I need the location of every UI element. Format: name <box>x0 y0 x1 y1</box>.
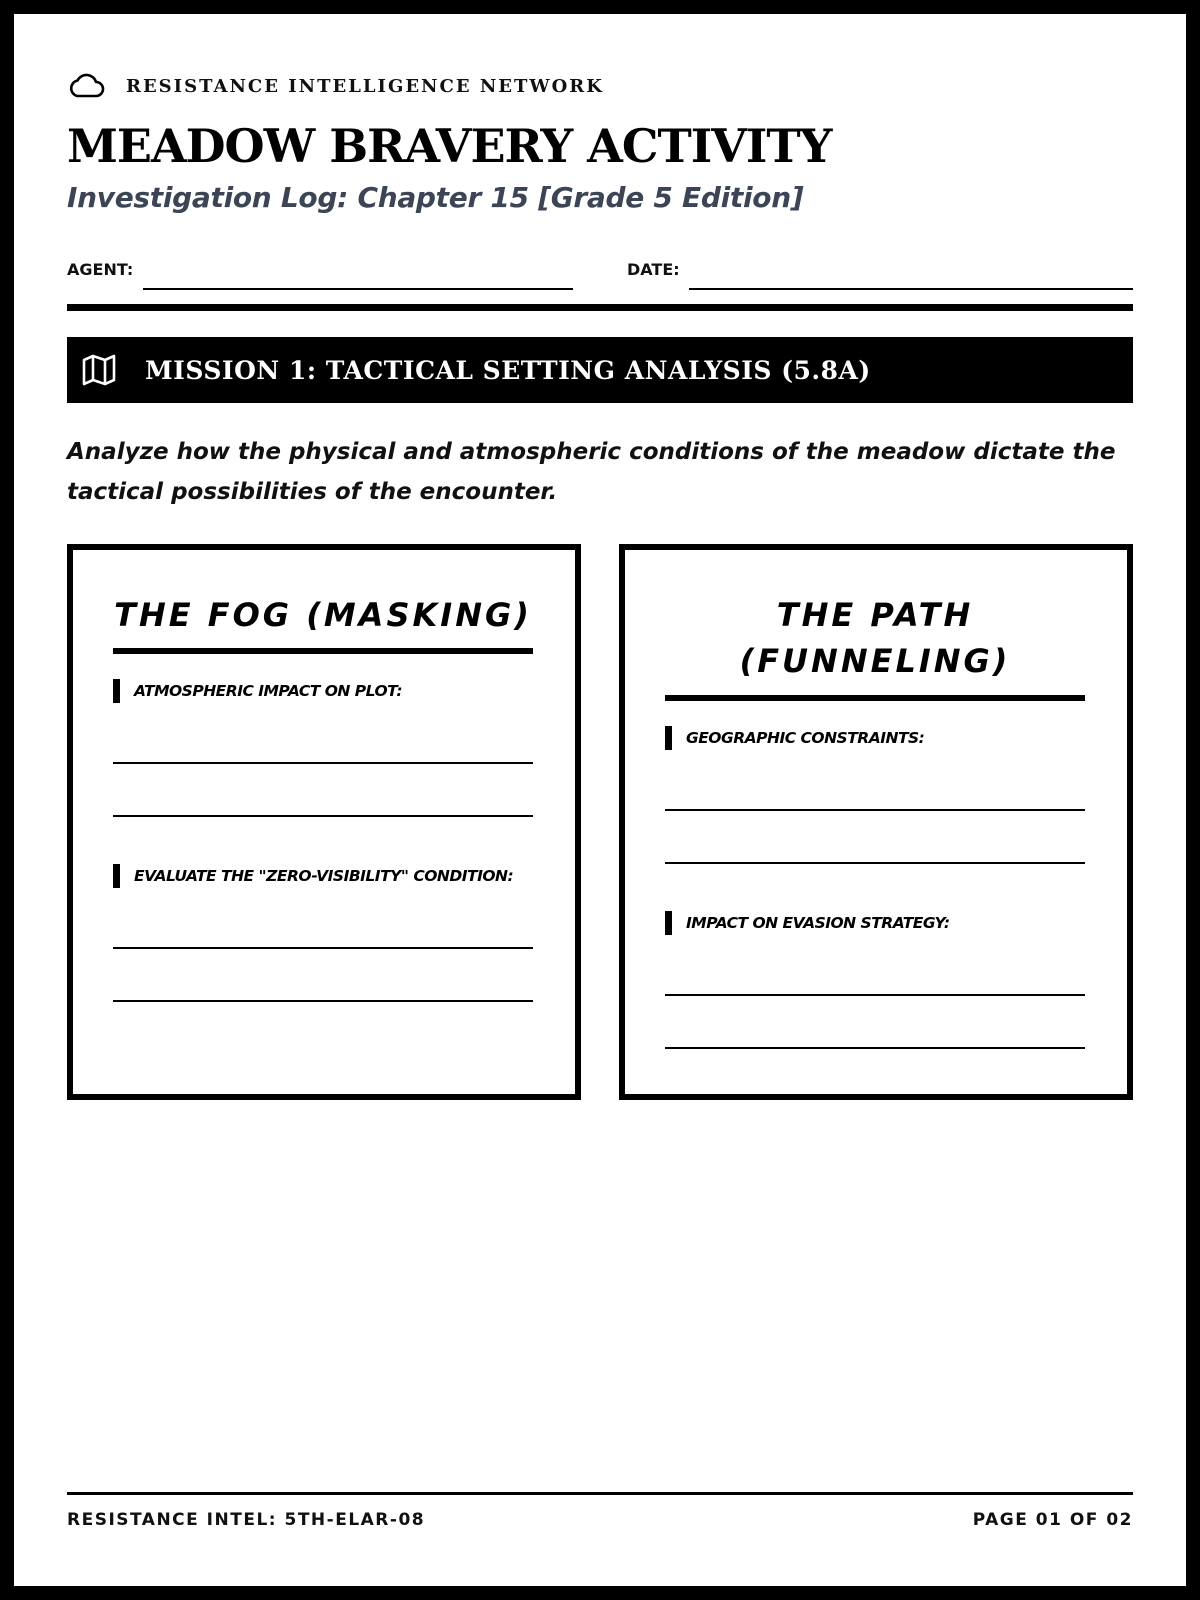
footer-divider <box>67 1492 1133 1495</box>
mission-title: MISSION 1: TACTICAL SETTING ANALYSIS (5.8A) <box>145 355 871 385</box>
prompt-marker <box>113 864 120 888</box>
answer-line[interactable] <box>113 815 533 817</box>
prompt-marker <box>113 679 120 703</box>
org-header <box>67 71 604 101</box>
prompt-marker <box>665 911 672 935</box>
map-icon <box>81 352 117 388</box>
cloud-icon <box>67 71 105 101</box>
card-title: THE PATH (FUNNELING) <box>739 596 1011 680</box>
card-path <box>619 544 1133 1100</box>
info-fields <box>67 250 1133 290</box>
prompt-label: ATMOSPHERIC IMPACT ON PLOT: <box>134 682 403 700</box>
prompt-label: EVALUATE THE "ZERO-VISIBILITY" CONDITION: <box>134 867 514 885</box>
prompt <box>665 725 1105 751</box>
card-title-rule <box>665 695 1085 701</box>
page-number: PAGE 01 OF 02 <box>972 1510 1133 1530</box>
prompt <box>665 910 1105 936</box>
header-divider <box>67 304 1133 311</box>
answer-line[interactable] <box>113 1000 533 1002</box>
card-fog <box>67 544 581 1100</box>
prompt-label: IMPACT ON EVASION STRATEGY: <box>686 914 950 932</box>
date-label: DATE: <box>627 260 680 279</box>
page-title: MEADOW BRAVERY ACTIVITY <box>67 119 832 173</box>
agent-label: AGENT: <box>67 260 134 279</box>
answer-line[interactable] <box>113 762 533 764</box>
worksheet-page <box>14 14 1186 1586</box>
page-subtitle: Investigation Log: Chapter 15 [Grade 5 Edition] <box>67 181 804 214</box>
answer-line[interactable] <box>665 1047 1085 1049</box>
date-field[interactable] <box>689 288 1133 290</box>
mission-header <box>67 337 1133 403</box>
org-name: RESISTANCE INTELLIGENCE NETWORK <box>126 75 604 97</box>
footer-code: RESISTANCE INTEL: 5TH-ELAR-08 <box>67 1510 426 1530</box>
answer-line[interactable] <box>665 862 1085 864</box>
answer-line[interactable] <box>665 809 1085 811</box>
prompt-marker <box>665 726 672 750</box>
page-content <box>67 14 1133 1586</box>
agent-field[interactable] <box>143 288 573 290</box>
answer-line[interactable] <box>665 994 1085 996</box>
mission-instructions: Analyze how the physical and atmospheric conditions of the meadow dictate the tactical possibilities of the encounter. <box>67 439 1116 505</box>
prompt-label: GEOGRAPHIC CONSTRAINTS: <box>686 729 925 747</box>
answer-line[interactable] <box>113 947 533 949</box>
card-title: THE FOG (MASKING) <box>114 596 532 634</box>
prompt <box>113 863 553 889</box>
prompt <box>113 678 553 704</box>
card-title-rule <box>113 648 533 654</box>
